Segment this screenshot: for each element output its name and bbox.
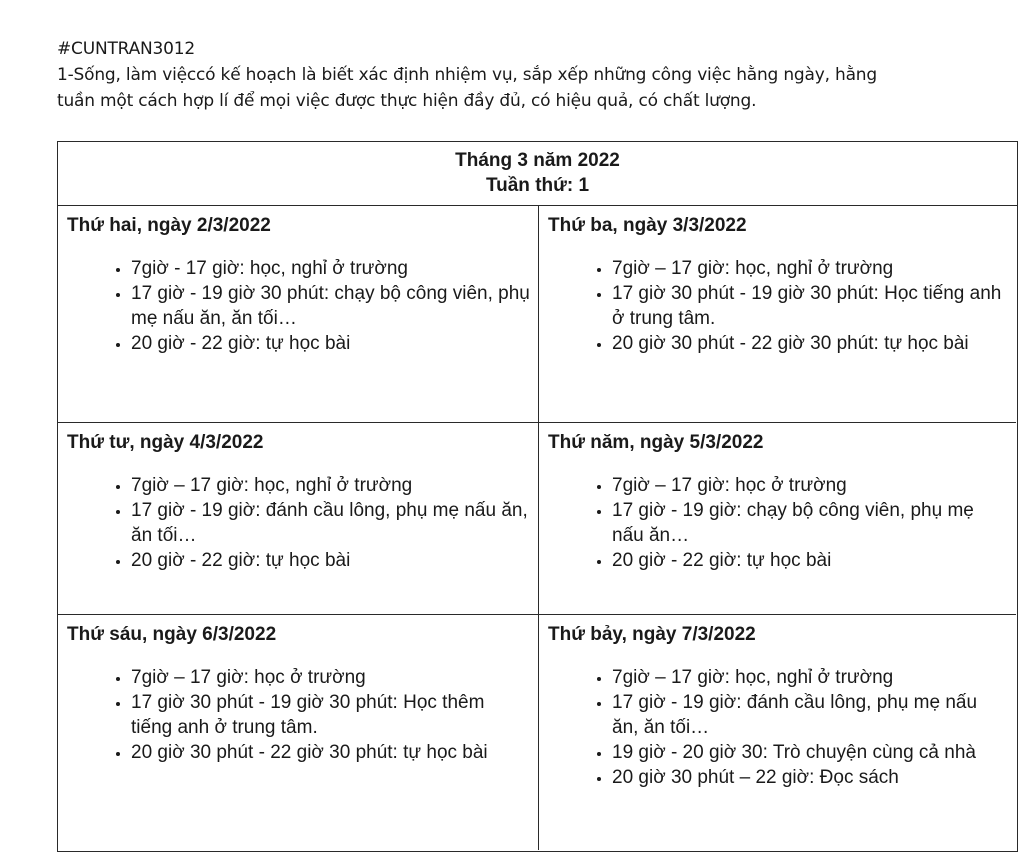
activity-list [67,665,530,765]
activity-list [548,256,1008,356]
day-title: Thứ bảy, ngày 7/3/2022 [548,624,756,645]
day-title: Thứ năm, ngày 5/3/2022 [548,432,764,453]
list-item: • 20 giờ 30 phút – 22 giờ: Đọc sách [612,765,1008,790]
schedule-header [58,142,1017,206]
list-item: • 17 giờ - 19 giờ: đánh cầu lông, phụ mẹ nấu ăn, ăn tối… [131,498,530,548]
list-item: • 7giờ – 17 giờ: học ở trường [131,665,530,690]
day-cell-wednesday [58,422,538,614]
day-cell-thursday [538,422,1016,614]
day-title: Thứ ba, ngày 3/3/2022 [548,215,747,236]
month-title: Tháng 3 năm 2022 [455,150,620,171]
intro-text [57,36,977,114]
intro-line-2: tuần một cách hợp lí để mọi việc được thực hiện đầy đủ, có hiệu quả, có chất lượng. [57,91,757,111]
day-title: Thứ sáu, ngày 6/3/2022 [67,624,277,645]
activity-list [67,473,530,573]
day-title: Thứ tư, ngày 4/3/2022 [67,432,264,453]
list-item: • 20 giờ 30 phút - 22 giờ 30 phút: tự học bài [612,331,1008,356]
list-item: • 17 giờ - 19 giờ: chạy bộ công viên, phụ mẹ nấu ăn… [612,498,1008,548]
day-title: Thứ hai, ngày 2/3/2022 [67,215,271,236]
list-item: • 17 giờ 30 phút - 19 giờ 30 phút: Học thêm tiếng anh ở trung tâm. [131,690,530,740]
list-item: • 20 giờ 30 phút - 22 giờ 30 phút: tự học bài [131,740,530,765]
activity-list [67,256,530,356]
list-item: • 7giờ – 17 giờ: học, nghỉ ở trường [131,473,530,498]
activity-list [548,473,1008,573]
intro-line-1: 1-Sống, làm việccó kế hoạch là biết xác định nhiệm vụ, sắp xếp những công việc hằng ngày, hằng [57,65,877,85]
list-item: • 20 giờ - 22 giờ: tự học bài [131,548,530,573]
list-item: • 7giờ – 17 giờ: học ở trường [612,473,1008,498]
weekly-schedule-table [57,141,1018,852]
day-cell-saturday [538,614,1016,850]
day-cell-monday [58,206,538,422]
day-cell-friday [58,614,538,850]
list-item: • 19 giờ - 20 giờ 30: Trò chuyện cùng cả nhà [612,740,1008,765]
list-item: • 7giờ – 17 giờ: học, nghỉ ở trường [612,256,1008,281]
list-item: • 17 giờ - 19 giờ 30 phút: chạy bộ công viên, phụ mẹ nấu ăn, ăn tối… [131,281,530,331]
list-item: • 20 giờ - 22 giờ: tự học bài [612,548,1008,573]
activity-list [548,665,1008,790]
list-item: • 17 giờ - 19 giờ: đánh cầu lông, phụ mẹ nấu ăn, ăn tối… [612,690,1008,740]
list-item: • 17 giờ 30 phút - 19 giờ 30 phút: Học tiếng anh ở trung tâm. [612,281,1008,331]
list-item: • 7giờ - 17 giờ: học, nghỉ ở trường [131,256,530,281]
week-title: Tuần thứ: 1 [485,175,590,196]
day-cell-tuesday [538,206,1016,422]
hashtag: #CUNTRAN3012 [57,39,195,59]
list-item: • 20 giờ - 22 giờ: tự học bài [131,331,530,356]
list-item: • 7giờ – 17 giờ: học, nghỉ ở trường [612,665,1008,690]
